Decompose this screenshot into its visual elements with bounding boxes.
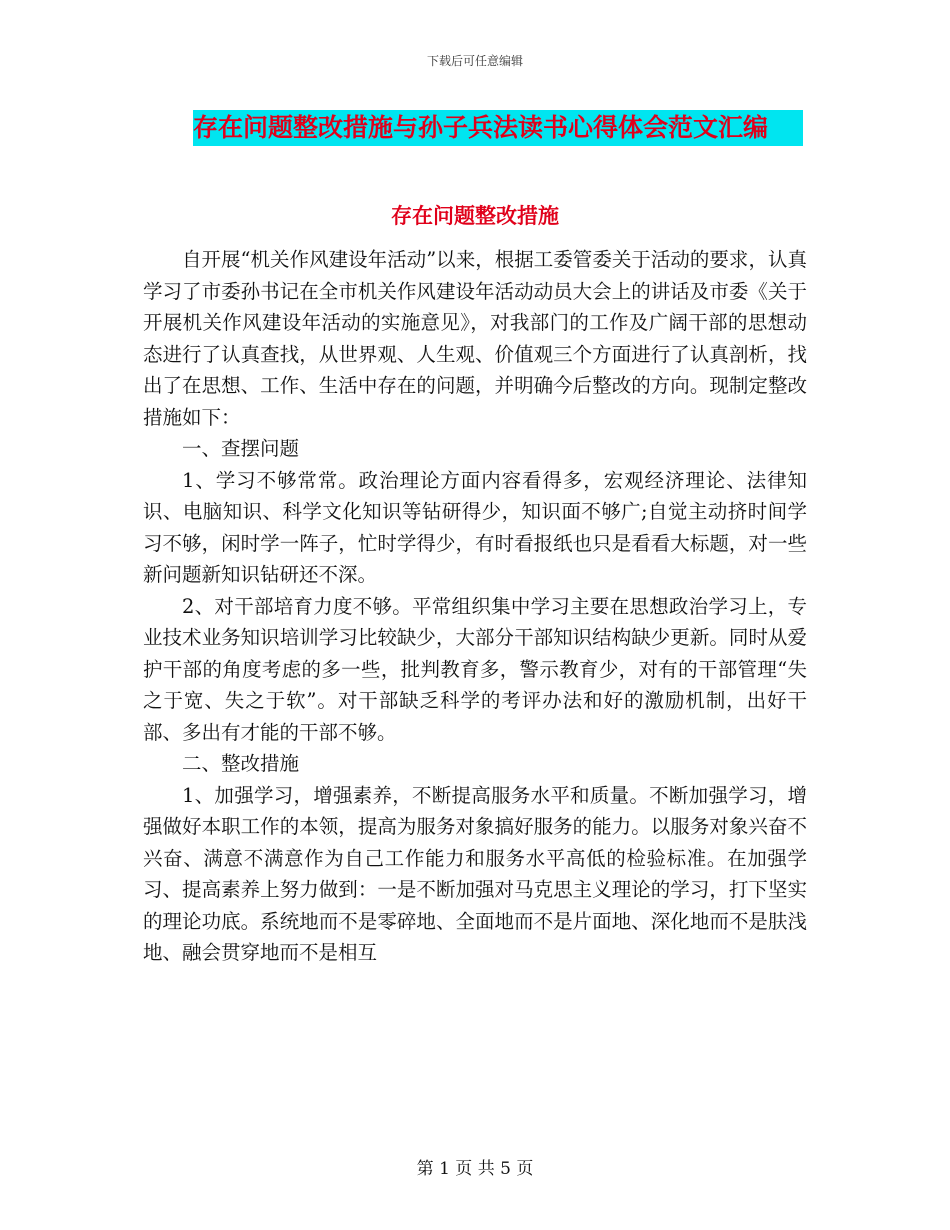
header-note: 下载后可任意编辑 — [426, 54, 523, 68]
page-footer: 第 1 页 共 5 页 — [416, 1159, 534, 1179]
paragraph-problem-2: 2、对干部培育力度不够。平常组织集中学习主要在思想政治学习上，专业技术业务知识培训学习比较缺少，大部分干部知识结构缺少更新。同时从爱护干部的角度考虑的多一些，批判教育多，警示教育少，对有的干部管理“失之于宽、失之于软”。对干部缺乏科学的考评办法和好的激励机制，出好干部、多出有才能的干部不够。 — [143, 594, 807, 744]
body-text — [143, 244, 807, 969]
paragraph-measure-1: 1、加强学习，增强素养，不断提高服务水平和质量。不断加强学习，增强做好本职工作的本领，提高为服务对象搞好服务的能力。以服务对象兴奋不兴奋、满意不满意作为自己工作能力和服务水平高低的检验标准。在加强学习、提高素养上努力做到：一是不断加强对马克思主义理论的学习，打下坚实的理论功底。系统地而不是零碎地、全面地而不是片面地、深化地而不是肤浅地、融会贯穿地而不是相互 — [143, 783, 807, 964]
heading-measures: 二、整改措施 — [182, 752, 300, 775]
document-main-title: 存在问题整改措施与孙子兵法读书心得体会范文汇编 — [193, 110, 803, 146]
paragraph-intro: 自开展“机关作风建设年活动”以来，根据工委管委关于活动的要求，认真学习了市委孙书记在全市机关作风建设年活动动员大会上的讲话及市委《关于开展机关作风建设年活动的实施意见》，对我部门的工作及广阔干部的思想动态进行了认真查找，从世界观、人生观、价值观三个方面进行了认真剖析，找出了在思想、工作、生活中存在的问题，并明确今后整改的方向。现制定整改措施如下： — [143, 248, 807, 429]
paragraph-problem-1: 1、学习不够常常。政治理论方面内容看得多，宏观经济理论、法律知识、电脑知识、科学文化知识等钻研得少，知识面不够广;自觉主动挤时间学习不够，闲时学一阵子，忙时学得少，有时看报纸也只是看看大标题，对一些新问题新知识钻研还不深。 — [143, 468, 807, 586]
heading-problems: 一、查摆问题 — [182, 437, 300, 460]
section-title: 存在问题整改措施 — [391, 204, 559, 228]
